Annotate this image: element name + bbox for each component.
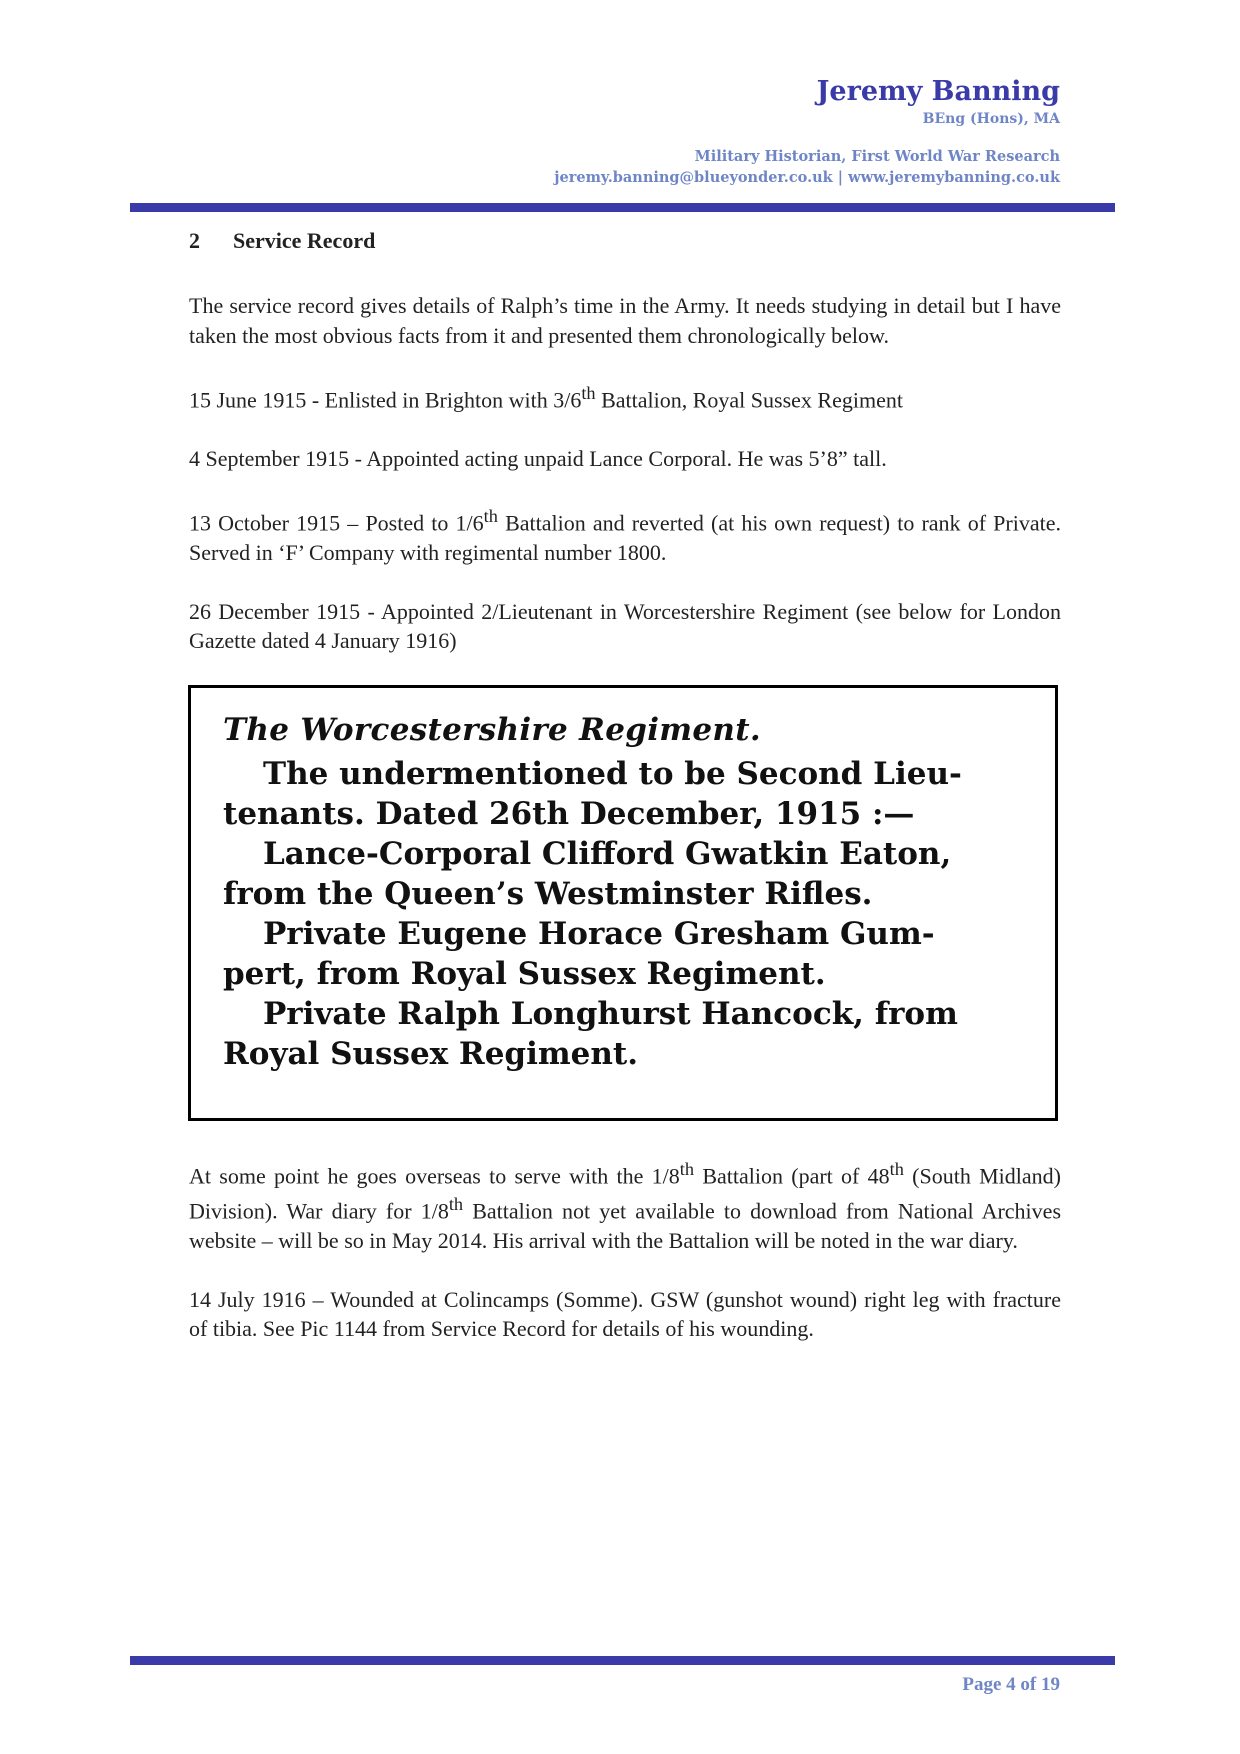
header-divider	[130, 203, 1115, 212]
document-body	[189, 226, 1061, 1373]
entry-lance-corporal: 4 September 1915 - Appointed acting unpaid Lance Corporal. He was 5’8” tall.	[189, 445, 887, 471]
gazette-line: pert, from Royal Sussex Regiment.	[223, 955, 826, 992]
author-role: Military Historian, First World War Research	[694, 148, 1060, 165]
contact-separator: |	[837, 169, 844, 186]
entry-wounded: 14 July 1916 – Wounded at Colincamps (Somme). GSW (gunshot wound) right leg with fracture of tibia. See Pic 1144 from Service Record for details of his wounding.	[189, 1286, 1061, 1342]
gazette-title: The Worcestershire Regiment.	[223, 711, 761, 748]
intro-paragraph: The service record gives details of Ralph’s time in the Army. It needs studying in detail but I have taken the most obvious facts from it and presented them chronologically below.	[189, 293, 1061, 348]
website-link[interactable]: www.jeremybanning.co.uk	[848, 169, 1060, 186]
entry-posted: 13 October 1915 – Posted to 1/6th Battalion and reverted (at his own request) to rank of Private. Served in ‘F’ Company with regimental number 1800.	[189, 506, 1061, 566]
entry-enlisted: 15 June 1915 - Enlisted in Brighton with 3/6th Battalion, Royal Sussex Regiment	[189, 383, 903, 413]
london-gazette-clipping	[188, 685, 1058, 1121]
email-link[interactable]: jeremy.banning@blueyonder.co.uk	[554, 169, 833, 186]
gazette-line: The undermentioned to be Second Lieu-	[263, 755, 962, 792]
letterhead	[554, 76, 1060, 188]
section-heading	[189, 226, 1061, 256]
gazette-line: Royal Sussex Regiment.	[223, 1035, 639, 1072]
section-title: Service Record	[233, 228, 376, 253]
gazette-line: Private Ralph Longhurst Hancock, from	[263, 995, 958, 1032]
entry-overseas: At some point he goes overseas to serve with the 1/8th Battalion (part of 48th (South Midland) Division). War diary for 1/8th Battalion not yet available to download from National Archives website – will be so in May 2014. His arrival with the Battalion will be noted in the war diary.	[189, 1158, 1061, 1254]
gazette-line: Private Eugene Horace Gresham Gum-	[263, 915, 935, 952]
gazette-line: Lance-Corporal Clifford Gwatkin Eaton,	[263, 835, 952, 872]
section-number: 2	[189, 228, 200, 253]
gazette-line: from the Queen’s Westminster Rifles.	[223, 875, 873, 912]
author-degree: BEng (Hons), MA	[922, 111, 1060, 127]
author-name: Jeremy Banning	[816, 76, 1060, 107]
contact-line	[554, 167, 1060, 188]
gazette-line: tenants. Dated 26th December, 1915 :—	[223, 795, 915, 832]
page-number: Page 4 of 19	[962, 1674, 1060, 1695]
entry-appointed-lieutenant: 26 December 1915 - Appointed 2/Lieutenant in Worcestershire Regiment (see below for London Gazette dated 4 January 1916)	[189, 598, 1061, 654]
footer-divider	[130, 1656, 1115, 1665]
